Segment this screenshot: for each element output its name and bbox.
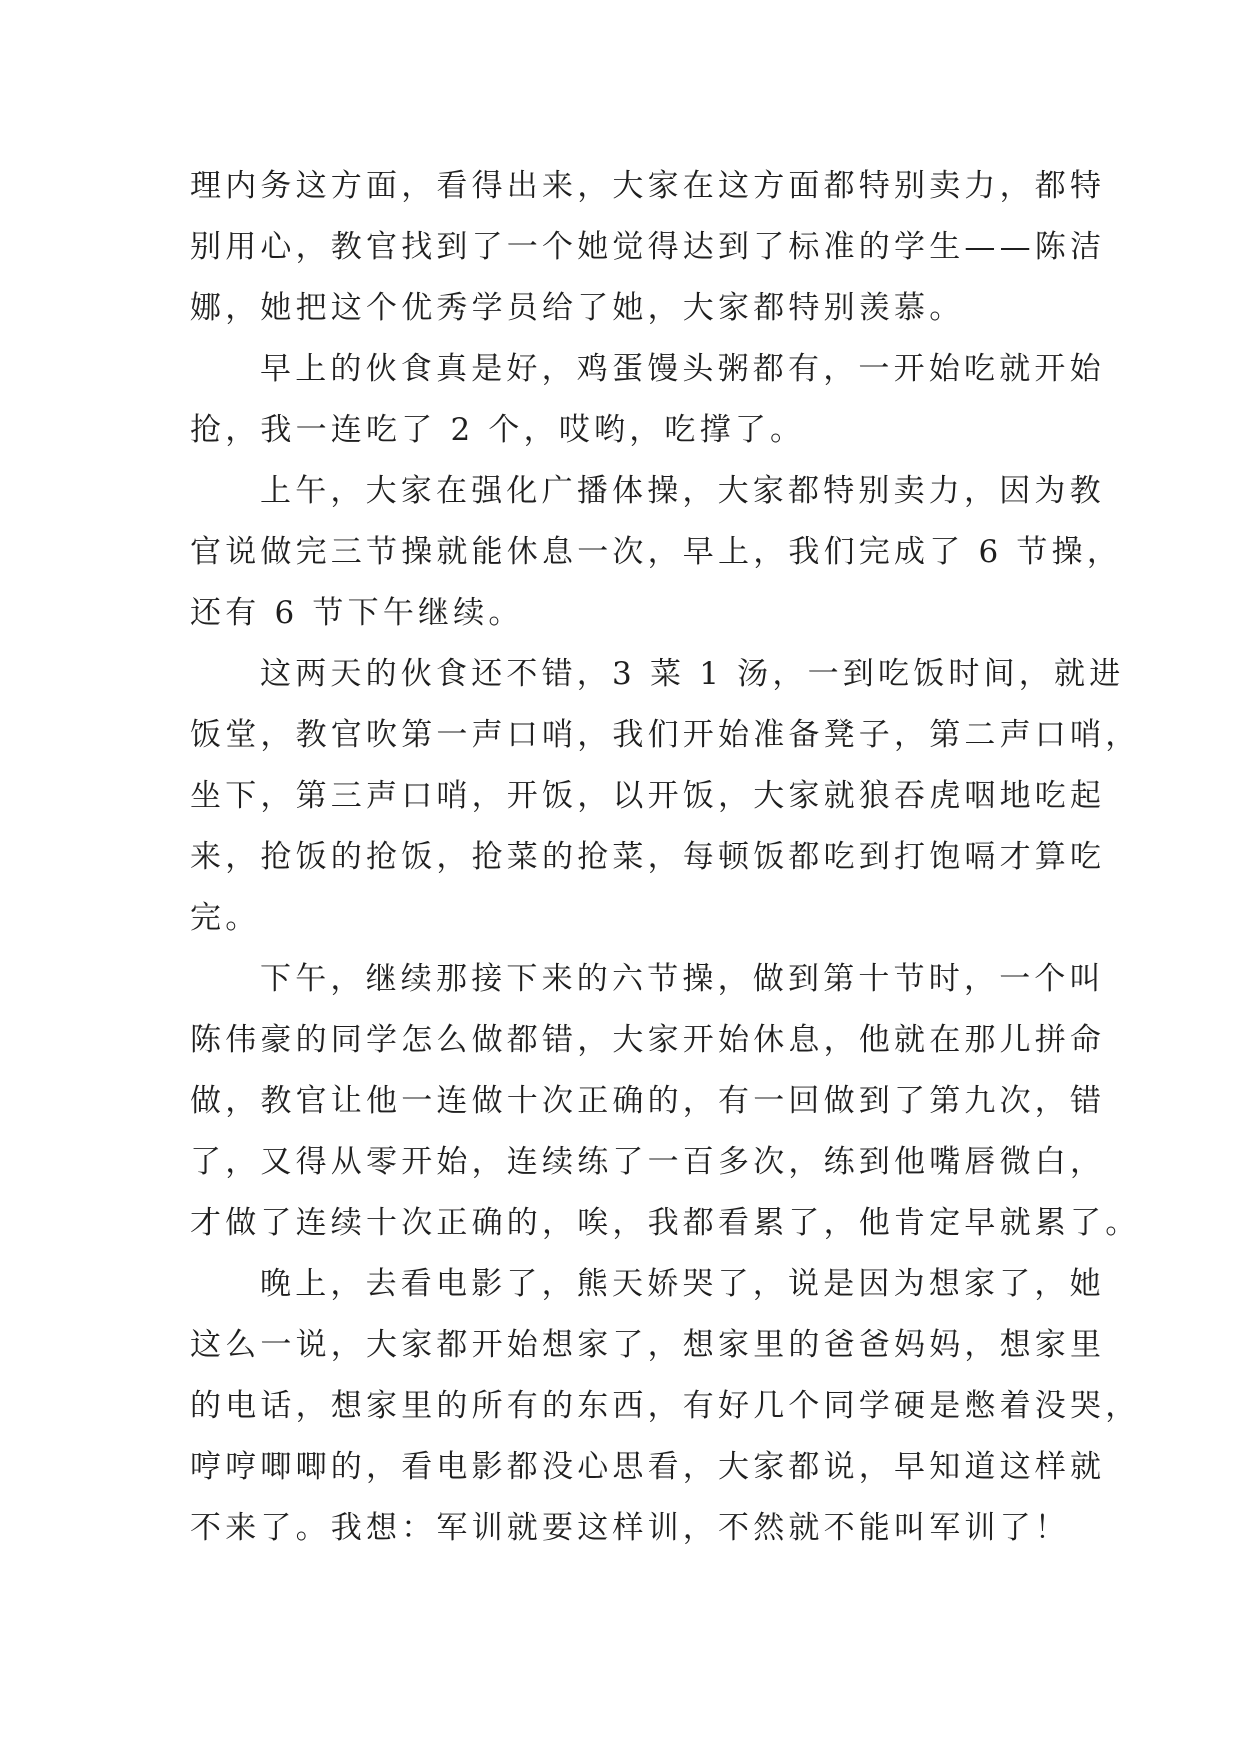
text-line: 娜，她把这个优秀学员给了她，大家都特别羡慕。 [190,290,965,326]
paragraph-first-line: 这两天的伙食还不错，3 菜 1 汤，一到吃饭时间，就进 [260,656,1125,692]
text-line: 不来了。我想：军训就要这样训，不然就不能叫军训了！ [190,1510,1070,1546]
paragraph-first-line: 早上的伙食真是好，鸡蛋馒头粥都有，一开始吃就开始 [260,351,1105,387]
text-line: 完。 [190,900,261,936]
text-line: 官说做完三节操就能休息一次，早上，我们完成了 6 节操， [190,534,1123,570]
paragraph-first-line: 上午，大家在强化广播体操，大家都特别卖力，因为教 [260,473,1105,509]
document-body [190,156,1141,1559]
text-line: 还有 6 节下午继续。 [190,595,524,631]
text-line: 别用心，教官找到了一个她觉得达到了标准的学生——陈洁 [190,229,1106,265]
text-line: 哼哼唧唧的，看电影都没心思看，大家都说，早知道这样就 [190,1449,1106,1485]
text-line: 饭堂，教官吹第一声口哨，我们开始准备凳子，第二声口哨， [190,717,1141,753]
paragraph-first-line: 晚上，去看电影了，熊天娇哭了，说是因为想家了，她 [260,1266,1105,1302]
paragraph-first-line: 下午，继续那接下来的六节操，做到第十节时，一个叫 [260,961,1105,997]
text-line: 坐下，第三声口哨，开饭，以开饭，大家就狼吞虎咽地吃起 [190,778,1106,814]
text-line: 理内务这方面，看得出来，大家在这方面都特别卖力，都特 [190,168,1106,204]
text-line: 来，抢饭的抢饭，抢菜的抢菜，每顿饭都吃到打饱嗝才算吃 [190,839,1106,875]
text-line: 陈伟豪的同学怎么做都错，大家开始休息，他就在那儿拼命 [190,1022,1106,1058]
text-line: 抢，我一连吃了 2 个，哎哟，吃撑了。 [190,412,806,448]
text-line: 了，又得从零开始，连续练了一百多次，练到他嘴唇微白， [190,1144,1106,1180]
text-line: 才做了连续十次正确的，唉，我都看累了，他肯定早就累了。 [190,1205,1141,1241]
text-line: 做，教官让他一连做十次正确的，有一回做到了第九次，错 [190,1083,1106,1119]
text-line: 这么一说，大家都开始想家了，想家里的爸爸妈妈，想家里 [190,1327,1106,1363]
text-line: 的电话，想家里的所有的东西，有好几个同学硬是憋着没哭， [190,1388,1141,1424]
